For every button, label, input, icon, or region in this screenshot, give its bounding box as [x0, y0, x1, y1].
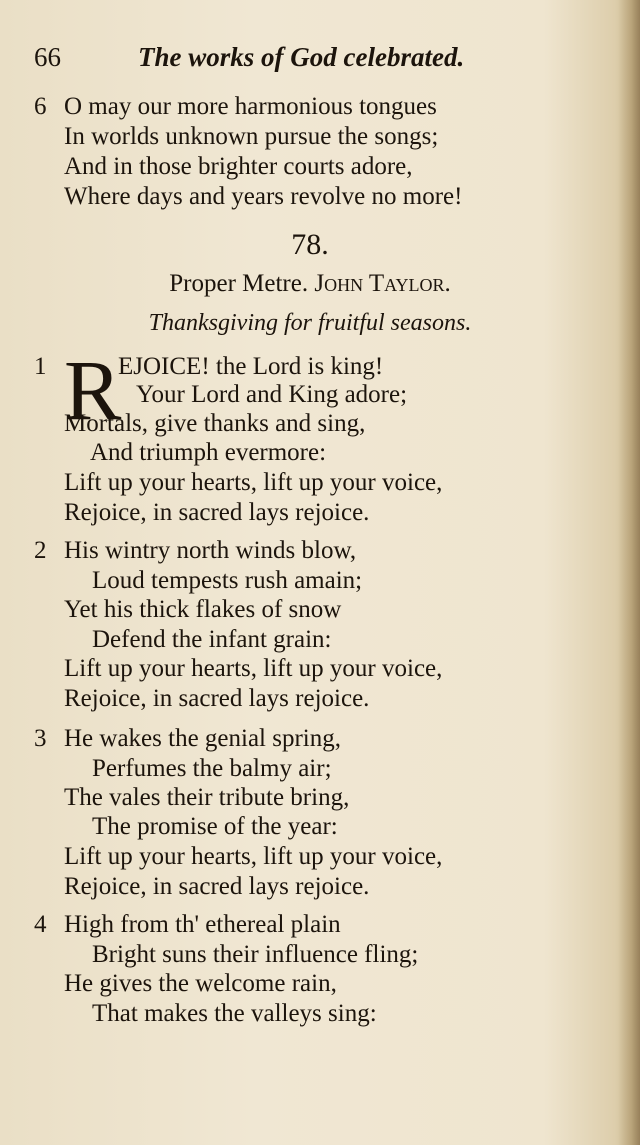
- stanza-number: 2: [34, 537, 47, 564]
- page-number: 66: [34, 42, 61, 72]
- verse-line: Perfumes the balmy air;: [92, 755, 332, 782]
- verse-line: Rejoice, in sacred lays rejoice.: [64, 685, 370, 712]
- verse-line: Mortals, give thanks and sing,: [64, 410, 366, 437]
- verse-line: The promise of the year:: [92, 813, 338, 840]
- verse-line: Rejoice, in sacred lays rejoice.: [64, 873, 370, 900]
- author: John Taylor.: [314, 270, 451, 297]
- verse-line: Where days and years revolve no more!: [64, 183, 463, 210]
- meter: Proper Metre.: [169, 270, 309, 297]
- verse-line: In worlds unknown pursue the songs;: [64, 123, 439, 150]
- verse-line: Lift up your hearts, lift up your voice,: [64, 843, 443, 870]
- stanza-number: 1: [34, 353, 47, 380]
- page-header: [34, 38, 494, 78]
- verse-line: EJOICE! the Lord is king!: [118, 353, 384, 380]
- verse-line: And in those brighter courts adore,: [64, 153, 413, 180]
- page-edge: [618, 0, 640, 1145]
- stanza-number: 4: [34, 911, 47, 938]
- verse-line: O may our more harmonious tongues: [64, 93, 437, 120]
- verse-line: Lift up your hearts, lift up your voice,: [64, 469, 443, 496]
- verse-line: Bright suns their influence fling;: [92, 941, 419, 968]
- verse-line: The vales their tribute bring,: [64, 784, 350, 811]
- running-title: The works of God celebrated.: [138, 42, 465, 72]
- stanza-number: 6: [34, 93, 47, 120]
- verse-line: His wintry north winds blow,: [64, 537, 357, 564]
- verse-line: He wakes the genial spring,: [64, 725, 342, 752]
- verse-line: Lift up your hearts, lift up your voice,: [64, 655, 443, 682]
- hymn-subject: Thanksgiving for fruitful seasons.: [148, 310, 472, 336]
- verse-line: And triumph evermore:: [90, 439, 327, 466]
- drop-cap: R: [64, 342, 122, 438]
- verse-line: High from th' ethereal plain: [64, 911, 341, 938]
- verse-line: Your Lord and King adore;: [136, 381, 408, 408]
- verse-line: Rejoice, in sacred lays rejoice.: [64, 499, 370, 526]
- verse-line: Defend the infant grain:: [92, 626, 332, 653]
- hymn-number: 78.: [291, 228, 329, 261]
- verse-line: Loud tempests rush amain;: [92, 567, 363, 594]
- meter-line: [0, 270, 620, 298]
- verse-line: That makes the valleys sing:: [92, 1000, 377, 1027]
- verse-line: He gives the welcome rain,: [64, 970, 337, 997]
- stanza-number: 3: [34, 725, 47, 752]
- verse-line: Yet his thick flakes of snow: [64, 596, 342, 623]
